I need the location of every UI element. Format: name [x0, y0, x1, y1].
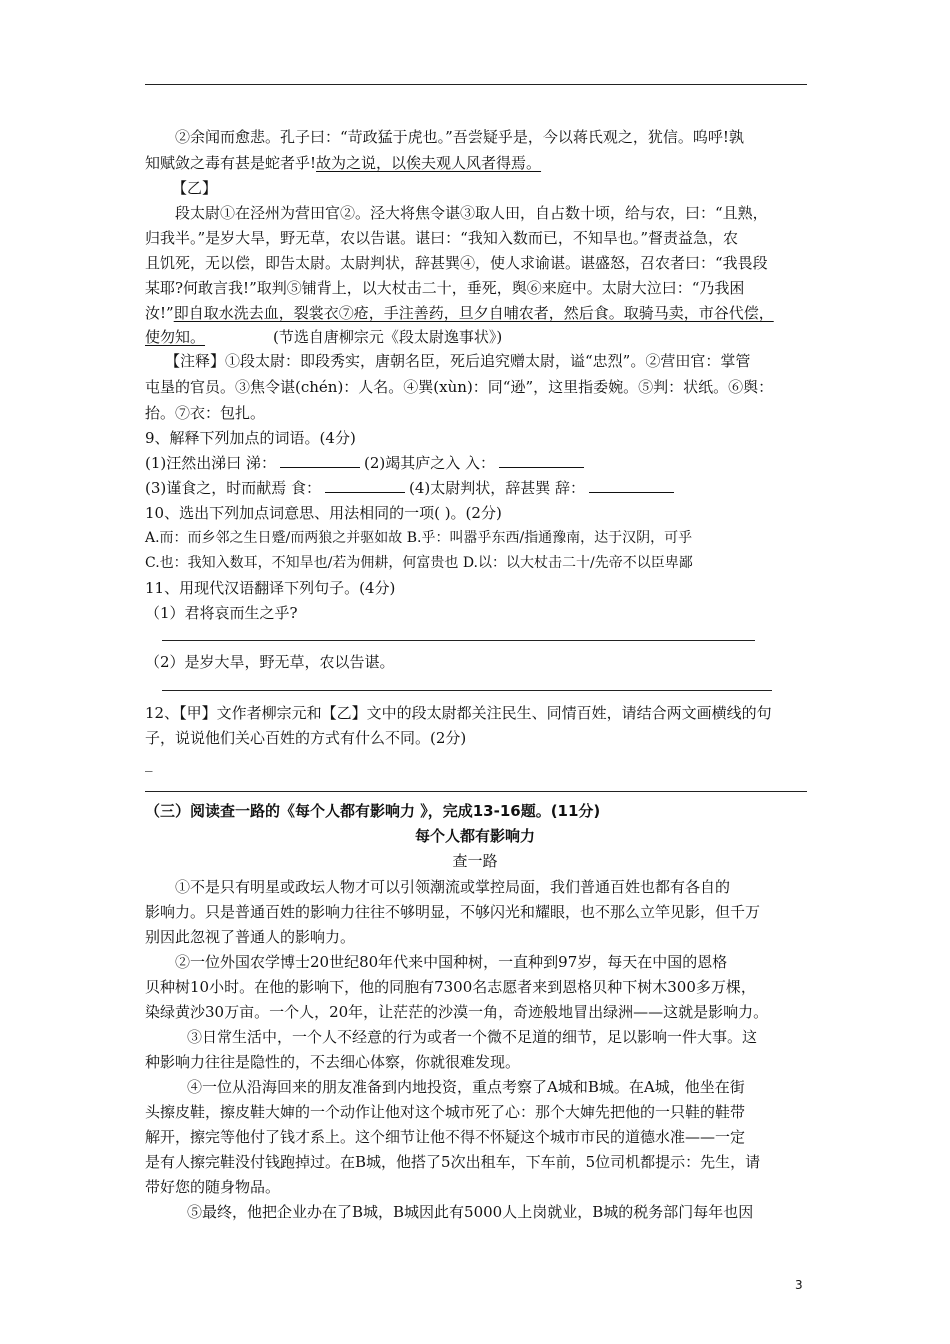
- question-12-mark: _: [145, 754, 153, 772]
- article-paragraph-line: 种影响力往往是隐性的，不去细心体察，你就很难发现。: [145, 1053, 521, 1071]
- yi-text-plain: 汝!”: [145, 304, 174, 322]
- question-9-title: 9、解释下列加点的词语。(4分): [145, 429, 356, 447]
- article-title: 每个人都有影响力: [414, 827, 535, 845]
- q9-answer-blank-c[interactable]: [325, 478, 405, 493]
- jia-text-line: ②余闻而愈悲。孔子曰：“苛政猛于虎也。”吾尝疑乎是，今以蒋氏观之，犹信。呜呼!孰: [175, 128, 744, 146]
- question-9-row: [145, 453, 588, 473]
- yi-underlined-sentence: 即自取水洗去血，裂裳衣⑦疮，手注善药，旦夕自哺农者，然后食。取骑马卖，市谷代偿，: [173, 304, 774, 322]
- article-paragraph-line: 头擦皮鞋，擦皮鞋大婶的一个动作让他对这个城市死了心：那个大婶先把他的一只鞋的鞋带: [145, 1103, 746, 1121]
- q11-answer-line-1[interactable]: [162, 640, 755, 641]
- question-10-options-ab: A.而：而乡邻之生日蹙/而两狼之并驱如故 B.乎：叫嚣乎东西/指通豫南，达于汉阴，可乎: [145, 530, 693, 546]
- yi-text-line: 归我半。”是岁大旱，野无草，农以告谌。谌曰：“我知入数而已，不知旱也。”督责益急，农: [145, 229, 739, 247]
- article-author: 查一路: [452, 852, 498, 870]
- yi-text-line: 且饥死，无以偿，即告太尉。太尉判状，辞甚巽④，使人求谕谌。谌盛怒，召农者曰：“我畏段: [145, 254, 768, 272]
- q11-answer-line-2[interactable]: [162, 690, 772, 691]
- question-10-options-cd: C.也：我知入数耳，不知旱也/若为佣耕，何富贵也 D.以：以大杖击二十/先帝不以臣卑鄙: [145, 555, 693, 571]
- article-paragraph-line: 染绿黄沙30万亩。一个人，20年，让茫茫的沙漠一角，奇迹般地冒出绿洲——这就是影响力。: [145, 1003, 769, 1021]
- article-paragraph-line: ④一位从沿海回来的朋友准备到内地投资，重点考察了A城和B城。在A城，他坐在街: [187, 1078, 745, 1096]
- notes-line: 抬。⑦衣：包扎。: [145, 404, 266, 422]
- q9-answer-blank-d[interactable]: [589, 478, 674, 493]
- q9-item-c: (3)谨食之，时而献焉 食：: [145, 479, 322, 497]
- article-paragraph-line: ③日常生活中，一个人不经意的行为或者一个微不足道的细节，足以影响一件大事。这: [187, 1028, 758, 1046]
- header-rule: [145, 84, 807, 85]
- article-paragraph-line: 带好您的随身物品。: [145, 1178, 281, 1196]
- question-11-item-1: （1）君将哀而生之乎?: [145, 604, 298, 622]
- question-12-line: 子，说说他们关心百姓的方式有什么不同。(2分): [145, 729, 467, 747]
- yi-source-note: (节选自唐柳宗元《段太尉逸事状》): [273, 328, 503, 346]
- article-paragraph-line: 解开，擦完等他付了钱才系上。这个细节让他不得不怀疑这个城市市民的道德水准——一定: [145, 1128, 746, 1146]
- notes-line: 【注释】①段太尉：即段秀实，唐朝名臣，死后追究赠太尉，谥“忠烈”。②营田官：掌管: [165, 352, 751, 370]
- article-paragraph-line: 影响力。只是普通百姓的影响力往往不够明显，不够闪光和耀眼，也不那么立竿见影，但千万: [145, 903, 761, 921]
- article-paragraph-line: ②一位外国农学博士20世纪80年代来中国种树，一直种到97岁，每天在中国的恩格: [175, 953, 728, 971]
- q12-answer-line[interactable]: [145, 791, 807, 792]
- notes-line: 屯垦的官员。③焦令谌(chén)：人名。④巽(xùn)：同“逊”，这里指委婉。⑤判：状纸。⑥舆：: [145, 378, 774, 396]
- yi-underlined-sentence-end: 使勿知。: [145, 328, 206, 346]
- article-paragraph-line: 贝种树10小时。在他的影响下，他的同胞有7300名志愿者来到恩格贝种下树木300多万棵，: [145, 978, 756, 996]
- question-10-title: 10、选出下列加点词意思、用法相同的一项( )。(2分): [145, 504, 502, 522]
- section-3-heading: （三）阅读查一路的《每个人都有影响力 》，完成13-16题。(11分): [145, 802, 601, 820]
- q9-answer-blank-b[interactable]: [499, 453, 584, 468]
- question-9-row: [145, 478, 678, 498]
- article-paragraph-line: ①不是只有明星或政坛人物才可以引领潮流或掌控局面，我们普通百姓也都有各自的: [175, 878, 731, 896]
- jia-text-line: [145, 153, 541, 173]
- q9-answer-blank-a[interactable]: [280, 453, 360, 468]
- yi-label: 【乙】: [172, 179, 218, 197]
- question-12-line: 12、【甲】文作者柳宗元和【乙】文中的段太尉都关注民生、同情百姓，请结合两文画横线的句: [145, 704, 772, 722]
- article-paragraph-line: 别因此忽视了普通人的影响力。: [145, 928, 356, 946]
- yi-text-line: 段太尉①在泾州为营田官②。泾大将焦令谌③取人田，自占数十顷，给与农，曰：“且熟，: [175, 204, 768, 222]
- jia-underlined-sentence: 故为之说，以俟夫观人风者得焉。: [316, 154, 542, 172]
- question-11-item-2: （2）是岁大旱，野无草，农以告谌。: [145, 653, 395, 671]
- q9-item-a: (1)汪然出涕曰 涕：: [145, 454, 277, 472]
- jia-text-plain: 知赋敛之毒有甚是蛇者乎!: [145, 154, 317, 172]
- article-paragraph-line: 是有人擦完鞋没付钱跑掉过。在B城，他搭了5次出租车，下车前，5位司机都提示：先生，请: [145, 1153, 761, 1171]
- yi-text-line: [145, 303, 774, 323]
- article-paragraph-line: ⑤最终，他把企业办在了B城，B城因此有5000人上岗就业，B城的税务部门每年也因: [187, 1203, 754, 1221]
- q9-item-b: (2)竭其庐之入 入：: [364, 454, 496, 472]
- yi-text-line: 某耶?何敢言我!”取判⑤铺背上，以大杖击二十，垂死，舆⑥来庭中。太尉大泣曰：“乃我困: [145, 279, 745, 297]
- page-number: 3: [795, 1278, 803, 1292]
- yi-text-line: [145, 327, 502, 347]
- q9-item-d: (4)太尉判状，辞甚巽 辞：: [409, 479, 586, 497]
- question-11-title: 11、用现代汉语翻译下列句子。(4分): [145, 579, 396, 597]
